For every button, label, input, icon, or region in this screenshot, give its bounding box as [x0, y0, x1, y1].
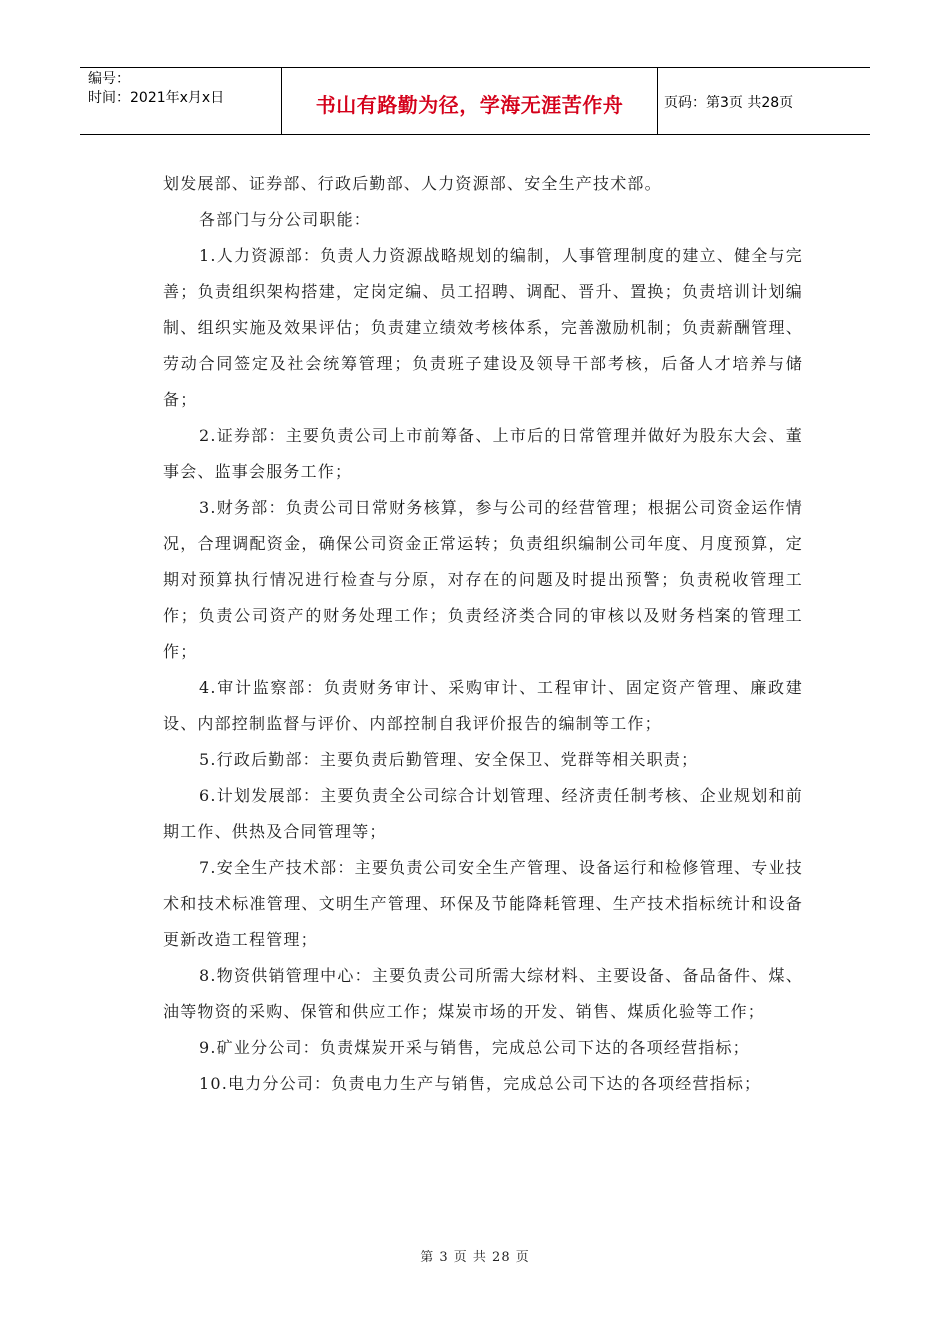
- paragraph: 10.电力分公司：负责电力生产与销售，完成总公司下达的各项经营指标；: [199, 1074, 762, 1093]
- paragraph: 3.财务部：负责公司日常财务核算，参与公司的经营管理；根据公司资金运作情况，合理调配资金，确保公司资金正常运转；负责组织编制公司年度、月度预算，定期对预算执行情况进行检查与分原，对存在的问题及时提出预警；负责税收管理工作；负责公司资产的财务处理工作；负责经济类合同的审核以及财务档案的管理工作；: [163, 498, 803, 661]
- header-page-info: 页码：第3页 共28页: [664, 95, 794, 111]
- page-header: [80, 67, 870, 135]
- paragraph: 6.计划发展部：主要负责全公司综合计划管理、经济责任制考核、企业规划和前期工作、供热及合同管理等；: [163, 786, 803, 841]
- paragraph: 9.矿业分公司：负责煤炭开采与销售，完成总公司下达的各项经营指标；: [199, 1038, 750, 1057]
- header-page-info-cell: [658, 68, 870, 134]
- paragraph: 划发展部、证券部、行政后勤部、人力资源部、安全生产技术部。: [163, 174, 662, 193]
- paragraph: 2.证券部：主要负责公司上市前筹备、上市后的日常管理并做好为股东大会、董事会、监事会服务工作；: [163, 426, 803, 481]
- paragraph: 1.人力资源部：负责人力资源战略规划的编制，人事管理制度的建立、健全与完善；负责组织架构搭建，定岗定编、员工招聘、调配、晋升、置换；负责培训计划编制、组织实施及效果评估；负责建立绩效考核体系，完善激励机制；负责薪酬管理、劳动合同签定及社会统筹管理；负责班子建设及领导干部考核，后备人才培养与储备；: [163, 246, 803, 409]
- document-time-label: 时间：2021年x月x日: [88, 90, 225, 106]
- footer-page-number: 第 3 页 共 28 页: [420, 1250, 530, 1265]
- document-number-label: 编号：: [88, 71, 130, 87]
- paragraph: 4.审计监察部：负责财务审计、采购审计、工程审计、固定资产管理、廉政建设、内部控制监督与评价、内部控制自我评价报告的编制等工作；: [163, 678, 803, 733]
- paragraph: 5.行政后勤部：主要负责后勤管理、安全保卫、党群等相关职责；: [199, 750, 699, 769]
- section-heading: 各部门与分公司职能：: [199, 210, 372, 229]
- header-motto: 书山有路勤为径，学海无涯苦作舟: [315, 92, 624, 117]
- paragraph: 8.物资供销管理中心：主要负责公司所需大综材料、主要设备、备品备件、煤、油等物资的采购、保管和供应工作；煤炭市场的开发、销售、煤质化验等工作；: [163, 966, 803, 1021]
- paragraph: 7.安全生产技术部：主要负责公司安全生产管理、设备运行和检修管理、专业技术和技术标准管理、文明生产管理、环保及节能降耗管理、生产技术指标统计和设备更新改造工程管理；: [163, 858, 803, 949]
- header-meta-cell: [80, 68, 282, 134]
- page-footer: [0, 1246, 950, 1265]
- document-body: [163, 166, 803, 1102]
- header-motto-cell: [282, 68, 658, 134]
